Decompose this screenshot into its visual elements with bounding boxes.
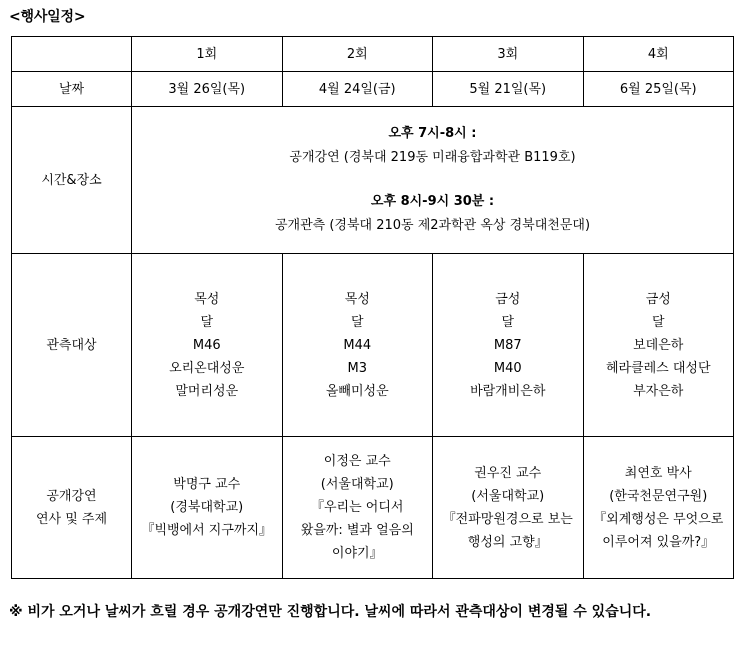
target-item: 달 — [350, 314, 364, 330]
target-item: 올빼미성운 — [325, 383, 389, 399]
target-item: 보데은하 — [633, 337, 684, 353]
observation-targets-cell-2 — [282, 254, 433, 437]
lecture-title-line: 『외계행성은 무엇으로 — [593, 511, 724, 527]
lecture-label-line: 연사 및 주제 — [35, 511, 108, 527]
lecture-schedule — [136, 122, 729, 170]
header-corner-cell — [12, 37, 132, 72]
date-row-label: 날짜 — [12, 72, 132, 107]
lecture-cell-3 — [433, 437, 584, 579]
observation-targets-cell-3 — [433, 254, 584, 437]
header-session-1: 1회 — [132, 37, 283, 72]
speaker-name: 권우진 교수 — [474, 465, 542, 481]
target-item: 말머리성운 — [175, 383, 239, 399]
target-item: M44 — [343, 337, 372, 353]
observation-schedule — [136, 190, 729, 238]
target-item: 달 — [651, 314, 665, 330]
date-cell-4: 6월 25일(목) — [583, 72, 734, 107]
date-cell-2: 4월 24일(금) — [282, 72, 433, 107]
target-item: M87 — [493, 337, 522, 353]
target-item: 금성 — [495, 291, 521, 307]
speaker-affiliation: (한국천문연구원) — [609, 488, 708, 504]
speaker-name: 박명구 교수 — [173, 477, 241, 492]
target-item: M3 — [347, 360, 367, 376]
date-cell-3: 5월 21일(목) — [433, 72, 584, 107]
date-cell-1: 3월 26일(목) — [132, 72, 283, 107]
time-place-row — [12, 107, 734, 254]
observation-targets-label: 관측대상 — [12, 254, 132, 437]
speaker-affiliation: (서울대학교) — [471, 488, 545, 504]
time-place-cell — [132, 107, 734, 254]
lecture-title-line: 이야기』 — [331, 546, 383, 561]
observation-time: 오후 8시-9시 30분 : — [370, 194, 495, 209]
target-item: 바람개비은하 — [470, 383, 546, 399]
speaker-affiliation: (서울대학교) — [320, 477, 394, 492]
lecture-speakers-row — [12, 437, 734, 579]
target-item: 달 — [501, 314, 515, 330]
lecture-place: 공개강연 (경북대 219동 미래융합과학관 B119호) — [289, 150, 576, 165]
speaker-name: 최연호 박사 — [624, 465, 692, 481]
lecture-title-line: 『전파망원경으로 보는 — [442, 511, 573, 527]
lecture-cell-4 — [583, 437, 734, 579]
target-item: 금성 — [645, 291, 671, 307]
page-heading: <행사일정> — [9, 9, 86, 25]
target-item: 목성 — [344, 291, 370, 307]
observation-place: 공개관측 (경북대 210동 제2과학관 옥상 경북대천문대) — [274, 218, 591, 233]
observation-targets-cell-1 — [132, 254, 283, 437]
target-item: 부자은하 — [633, 383, 684, 399]
lecture-label-line: 공개강연 — [46, 488, 97, 504]
lecture-title-line: 이루어져 있을까?』 — [602, 534, 715, 550]
header-session-4: 4회 — [583, 37, 734, 72]
speaker-affiliation: (경북대학교) — [170, 500, 244, 515]
observation-targets-row — [12, 254, 734, 437]
target-item: 목성 — [194, 291, 220, 307]
target-item: 헤라클레스 대성단 — [605, 360, 711, 376]
target-item: 달 — [200, 314, 214, 330]
weather-notice: ※ 비가 오거나 날씨가 흐릴 경우 공개강연만 진행합니다. 날씨에 따라서 관측대상이 변경될 수 있습니다. — [9, 604, 652, 620]
header-session-3: 3회 — [433, 37, 584, 72]
lecture-time: 오후 7시-8시 : — [388, 126, 477, 141]
target-item: M40 — [493, 360, 522, 376]
event-schedule-table — [11, 36, 734, 579]
observation-targets-cell-4 — [583, 254, 734, 437]
speaker-name: 이정은 교수 — [323, 454, 391, 469]
lecture-title-line: 왔을까: 별과 얼음의 — [300, 523, 414, 538]
target-item: 오리온대성운 — [169, 360, 245, 376]
lecture-cell-1 — [132, 437, 283, 579]
table-header-row — [12, 37, 734, 72]
lecture-title-line: 행성의 고향』 — [467, 534, 548, 550]
target-item: M46 — [192, 337, 221, 353]
lecture-speakers-label — [12, 437, 132, 579]
lecture-title-line: 『빅뱅에서 지구까지』 — [141, 523, 273, 538]
lecture-cell-2 — [282, 437, 433, 579]
date-row — [12, 72, 734, 107]
header-session-2: 2회 — [282, 37, 433, 72]
lecture-title-line: 『우리는 어디서 — [311, 500, 404, 515]
time-place-row-label: 시간&장소 — [12, 107, 132, 254]
